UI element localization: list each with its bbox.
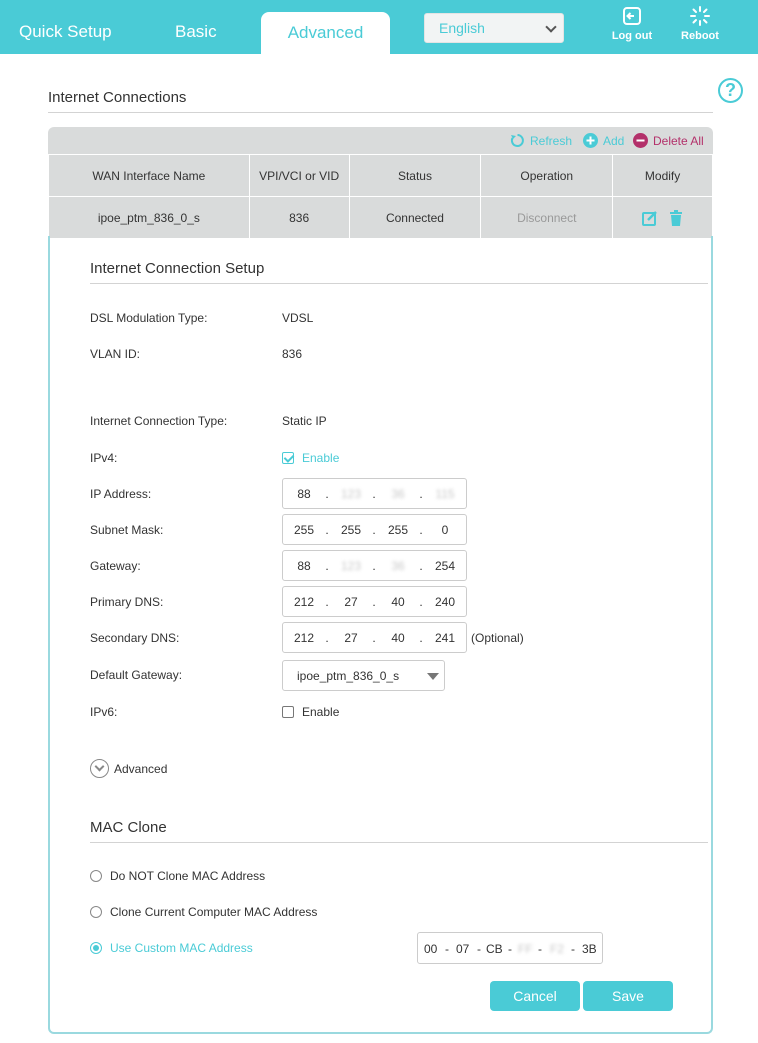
advanced-toggle[interactable] [90, 759, 167, 778]
column-header: Status [349, 155, 481, 197]
radio-clone-current[interactable] [90, 906, 102, 918]
mask-octet: 255 [387, 523, 409, 537]
ipv6-enable-checkbox[interactable] [282, 706, 294, 718]
optional-hint: (Optional) [471, 631, 524, 645]
gateway-octet: 88 [297, 559, 311, 573]
ip-address-label: IP Address: [90, 487, 152, 501]
internet-connections-title: Internet Connections [48, 89, 187, 106]
column-header: Modify [613, 155, 713, 197]
radio-custom-mac-label[interactable]: Use Custom MAC Address [110, 941, 253, 955]
dns-octet: 212 [293, 631, 315, 645]
dns-octet: 240 [434, 595, 456, 609]
refresh-label: Refresh [530, 133, 573, 148]
default-gateway-select[interactable] [282, 660, 445, 691]
remove-icon [633, 133, 648, 148]
dns-octet: 241 [434, 631, 456, 645]
language-select[interactable] [424, 13, 564, 43]
connection-type-value: Static IP [282, 414, 327, 428]
add-button[interactable] [583, 133, 624, 148]
connection-type-label: Internet Connection Type: [90, 414, 228, 428]
radio-custom-mac[interactable] [90, 942, 102, 954]
table-toolbar [48, 127, 713, 154]
modify-cell [613, 197, 713, 239]
top-nav-bar [0, 0, 758, 54]
logout-label: Log out [611, 30, 653, 42]
add-icon [583, 133, 598, 148]
dns-octet: 40 [391, 595, 405, 609]
table-row[interactable] [49, 197, 713, 239]
mac-octet: CB [486, 942, 503, 956]
ip-octet: 88 [297, 487, 311, 501]
dsl-modulation-label: DSL Modulation Type: [90, 311, 208, 325]
subnet-mask-input[interactable]: 255 . 255 . 255 . 0 [282, 514, 467, 545]
ipv6-label: IPv6: [90, 705, 118, 719]
ip-octet: 123 [340, 487, 362, 501]
tab-basic[interactable]: Basic [175, 22, 217, 41]
primary-dns-input[interactable]: 212 . 27 . 40 . 240 [282, 586, 467, 617]
refresh-button[interactable] [510, 133, 572, 148]
gateway-label: Gateway: [90, 559, 141, 573]
wan-name-cell: ipoe_ptm_836_0_s [49, 197, 250, 239]
radio-no-clone-label[interactable]: Do NOT Clone MAC Address [110, 869, 266, 883]
dsl-modulation-value: VDSL [282, 311, 314, 325]
ip-address-input[interactable]: 88 . 123 . 36 . 115 [282, 478, 467, 509]
mac-octet: 00 [424, 942, 438, 956]
dns-octet: 27 [344, 631, 358, 645]
ip-octet: 36 [391, 487, 405, 501]
wan-table [48, 154, 713, 239]
dns-octet: 40 [391, 631, 405, 645]
vid-cell: 836 [249, 197, 349, 239]
default-gateway-value: ipoe_ptm_836_0_s [297, 669, 400, 683]
gateway-octet: 254 [434, 559, 456, 573]
gateway-input[interactable]: 88 . 123 . 36 . 254 [282, 550, 467, 581]
ipv6-enable-label: Enable [302, 705, 340, 719]
vlan-id-label: VLAN ID: [90, 347, 141, 361]
ipv4-label: IPv4: [90, 451, 118, 465]
default-gateway-label: Default Gateway: [90, 668, 183, 682]
subnet-mask-label: Subnet Mask: [90, 523, 164, 537]
mac-clone-title: MAC Clone [90, 819, 167, 836]
status-cell: Connected [349, 197, 481, 239]
language-value: English [439, 20, 485, 36]
refresh-icon [510, 133, 525, 148]
dns-octet: 212 [293, 595, 315, 609]
column-header: VPI/VCI or VID [249, 155, 349, 197]
logout-icon [622, 6, 642, 26]
vlan-id-value: 836 [282, 347, 303, 361]
mask-octet: 0 [441, 523, 449, 537]
logout-button[interactable] [609, 6, 655, 42]
delete-all-button[interactable] [633, 133, 704, 148]
save-button[interactable]: Save [583, 981, 673, 1011]
column-header: WAN Interface Name [49, 155, 250, 197]
chevron-down-icon [545, 21, 556, 32]
divider [90, 283, 708, 284]
mac-octet: 3B [582, 942, 597, 956]
table-header-row [49, 155, 713, 197]
radio-clone-current-label[interactable]: Clone Current Computer MAC Address [110, 905, 318, 919]
setup-title: Internet Connection Setup [90, 260, 265, 277]
ip-octet: 115 [435, 487, 455, 501]
edit-icon[interactable] [642, 210, 658, 226]
cancel-button[interactable]: Cancel [490, 981, 580, 1011]
delete-all-label: Delete All [653, 133, 704, 148]
ipv4-enable-label: Enable [302, 451, 340, 465]
mac-octet: 07 [456, 942, 470, 956]
mask-octet: 255 [340, 523, 362, 537]
column-header: Operation [481, 155, 613, 197]
mac-octet: F2 [550, 942, 565, 956]
divider [90, 842, 708, 843]
dropdown-arrow-icon [427, 673, 439, 680]
reboot-label: Reboot [681, 30, 719, 42]
disconnect-button[interactable]: Disconnect [481, 197, 613, 239]
trash-icon[interactable] [669, 210, 683, 226]
dns-octet: 27 [344, 595, 358, 609]
divider [48, 112, 713, 113]
gateway-octet: 36 [391, 559, 405, 573]
radio-no-clone[interactable] [90, 870, 102, 882]
mask-octet: 255 [293, 523, 315, 537]
gateway-octet: 123 [340, 559, 362, 573]
expand-icon [90, 759, 109, 778]
secondary-dns-input[interactable]: 212 . 27 . 40 . 241 [282, 622, 467, 653]
tab-quick-setup[interactable]: Quick Setup [19, 22, 112, 41]
tab-advanced[interactable]: Advanced [261, 12, 390, 54]
reboot-button[interactable] [676, 6, 724, 42]
ipv4-enable-checkbox[interactable] [282, 452, 294, 464]
help-icon[interactable]: ? [718, 78, 743, 103]
primary-dns-label: Primary DNS: [90, 595, 164, 609]
reboot-icon [689, 6, 711, 26]
mac-octet: FF [518, 942, 533, 956]
advanced-label: Advanced [114, 761, 168, 776]
secondary-dns-label: Secondary DNS: [90, 631, 180, 645]
add-label: Add [603, 133, 625, 148]
custom-mac-input[interactable]: 00 - 07 - CB - FF - F2 - 3B [417, 932, 603, 964]
